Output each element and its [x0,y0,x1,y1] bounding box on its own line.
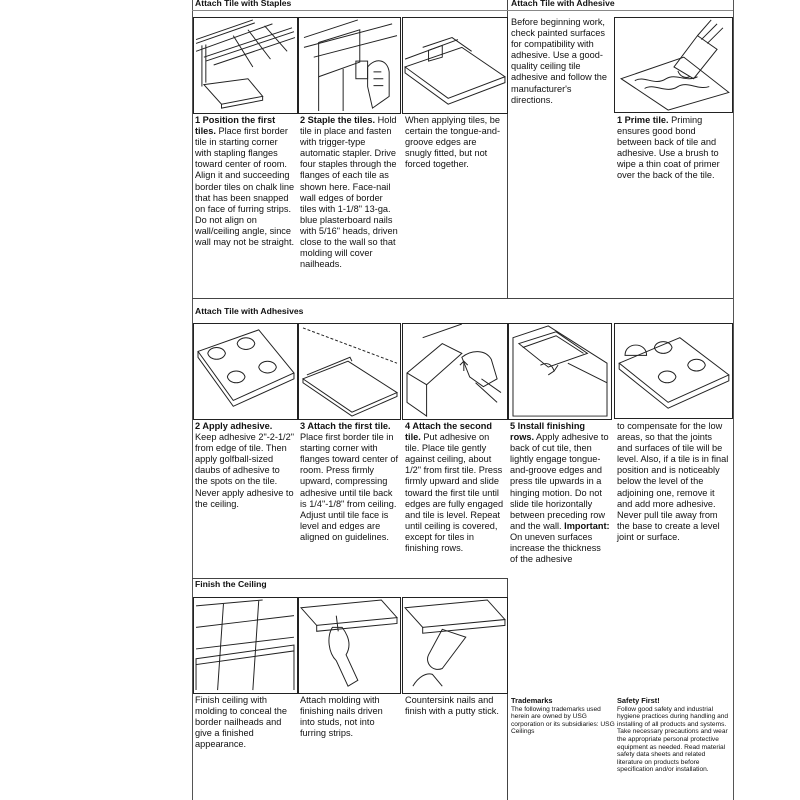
illustration-apply-adhesive [193,323,298,420]
step-finishing-rows-important-body: On uneven surfaces increase the thickness of the adhesive [510,531,601,565]
illustration-tongue-groove [402,17,508,114]
illustration-staple-tiles [298,17,401,114]
step-staple-tiles [300,115,400,270]
adhesive-intro: Before beginning work, check painted surfaces for compatibility with adhesive. Use a good-quality ceiling tile adhesive and follow the manufacturer's directions. [511,17,608,105]
step-attach-first-tile-body: Place first border tile in starting corner with flanges toward center of room. Press firmly upward, compressing adhesive until tile back is 1/4"-1/8" from ceiling. Adjust until tile face is level and edges are aligned on guidelines. [300,432,399,542]
trademarks-block [511,697,615,736]
step-fit-tiles [405,115,505,170]
step-attach-second-tile-heading: 4 Attach the second tile. [405,421,492,443]
illustration-finish-molding [193,597,298,694]
section-title-finish: Finish the Ceiling [195,579,267,589]
illustration-attach-molding [298,597,401,694]
step-finishing-rows-body: Apply adhesive to back of cut tile, then lightly engage tongue-and-groove edges and press tile upwards in a hinging motion. Do not slide tile horizontally between preceding row and the wall. [510,432,609,531]
trademarks-heading: Trademarks [511,696,553,705]
safety-heading: Safety First! [617,696,660,705]
step-finishing-rows [510,421,611,565]
section-title-staples: Attach Tile with Staples [195,0,292,8]
section-rule-3 [192,10,733,11]
step-prime-tile-heading: 1 Prime tile. [617,115,669,125]
illustration-attach-first-tile [298,323,401,420]
illustration-attach-second-tile [402,323,508,420]
step-attach-second-tile [405,421,505,554]
step-apply-adhesive [195,421,295,510]
step-position-tiles-heading: 1 Position the first tiles. [195,115,276,137]
step-prime-tile [617,115,729,182]
step-countersink-nails: Countersink nails and finish with a putty stick. [405,695,499,717]
illustration-finishing-rows [508,323,612,420]
step-staple-tiles-body: Hold tile in place and fasten with trigger-type automatic stapler. Drive four staples through the flanges of each tile as shown here. Face-nail wall edges of border tiles with 1-1/8" 13-ga. blue plasterboard nails with 5/16" heads, driven close to the wall so that molding will cover nailheads. [300,115,398,270]
column-rule-right [733,0,734,800]
step-uneven-surfaces [617,421,729,543]
trademarks-body: The following trademarks used herein are owned by USG corporation or its subsidiaries: USG Ceilings [511,705,615,736]
step-uneven-surfaces-body: to compensate for the low areas, so that the joints and surfaces of tile will be level. Also, if a tile is in final position and is noticeably below the level of the adjoining one, remove it and add more adhesive. Never pull tile away from the base to create a level joint or surface. [617,421,729,542]
step-apply-adhesive-body: Keep adhesive 2"-2-1/2" from edge of tile. Then apply golfball-sized daubs of adhesive to the spots on the tile. Never apply adhesive to the ceiling. [195,432,294,509]
step-finish-molding: Finish ceiling with molding to conceal the border nailheads and give a finished appearance. [195,695,287,750]
section-title-adhesive: Attach Tile with Adhesive [511,0,615,8]
step-attach-first-tile [300,421,400,543]
step-staple-tiles-heading: 2 Staple the tiles. [300,115,376,125]
step-position-tiles-body: Place first border tile in starting corner with stapling flanges toward center of room. Align it and succeeding border tiles on chalk line that has been snapped on face of furring strips. Do not align on wall/ceiling angle, since wall may not be straight. [195,126,295,248]
illustration-prime-tile [614,17,733,113]
section-title-adhesives: Attach Tile with Adhesives [195,306,304,316]
safety-block [617,697,731,774]
step-apply-adhesive-heading: 2 Apply adhesive. [195,421,273,431]
illustration-position-tiles [193,17,298,114]
step-position-tiles [195,115,295,248]
illustration-uneven-surfaces [614,323,733,419]
safety-body: Follow good safety and industrial hygiene practices during handling and installing of all products and systems. Take necessary precautions and wear the appropriate personal protective equipment as needed. Read material safety data sheets and related literature on products before specification and/or installation. [617,705,729,774]
step-prime-tile-body: Priming ensures good bond between back of tile and adhesive. Use a brush to wipe a thin coat of primer over the back of the tile. [617,115,720,181]
step-fit-tiles-body: When applying tiles, be certain the tongue-and-groove edges are snugly fitted, but not forced together. [405,115,501,170]
section-rule-1 [192,298,733,299]
step-finishing-rows-heading: 5 Install finishing rows. [510,421,586,443]
illustration-countersink-nails [402,597,508,694]
step-attach-molding: Attach molding with finishing nails driven into studs, not into furring strips. [300,695,383,739]
step-finishing-rows-important: Important: [564,520,610,531]
step-attach-second-tile-body: Put adhesive on tile. Place tile gently against ceiling, about 1/2" from first tile. Press firmly upward and slide toward the first tile until edges are fully engaged and tile is level. Repeat until ceiling is covered, except for tiles in finishing rows. [405,432,504,554]
step-attach-first-tile-heading: 3 Attach the first tile. [300,421,391,431]
